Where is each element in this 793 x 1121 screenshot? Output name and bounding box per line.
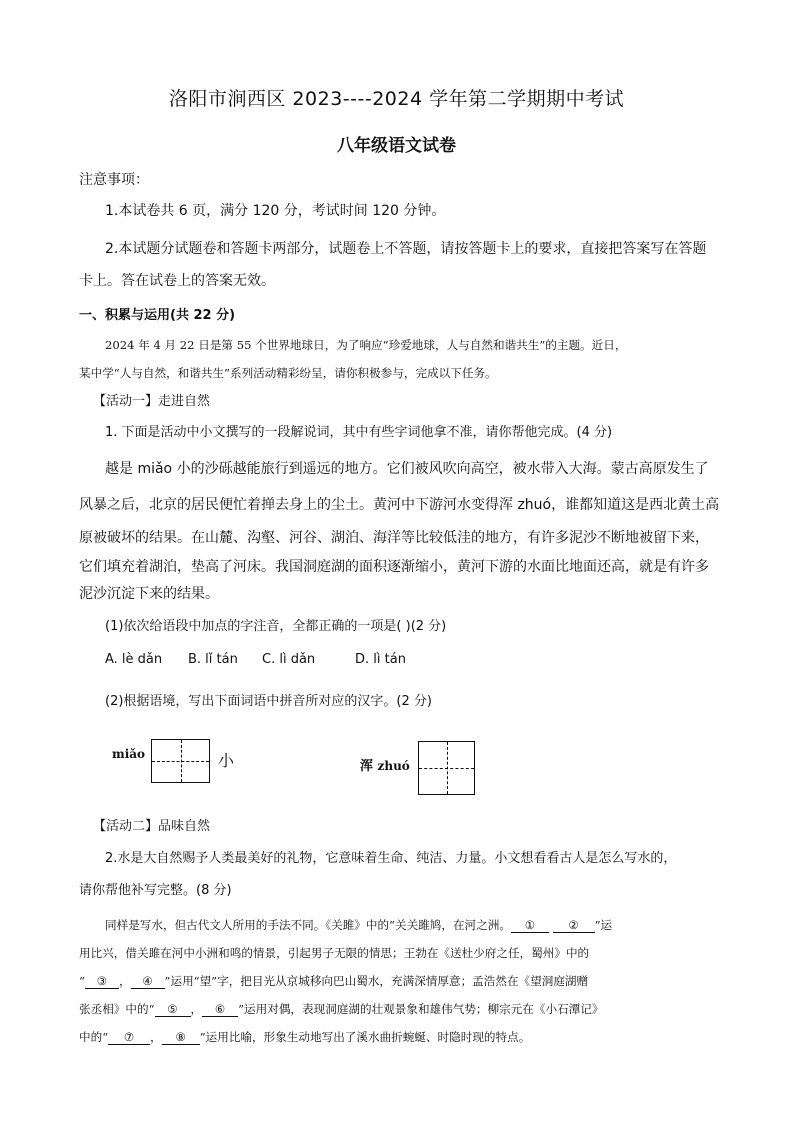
- activity-2-label: 【活动二】品味自然: [93, 819, 211, 834]
- blank-2-word: [360, 755, 410, 774]
- blank-5[interactable]: ⑤: [155, 1002, 191, 1017]
- option-a[interactable]: A. lè dǎn: [105, 652, 163, 667]
- section-1-intro-line-1: 2024 年 4 月 22 日是第 55 个世界地球日，为了响应“珍爱地球，人与自然和谐共生”的主题。近日，: [105, 338, 627, 352]
- blank-1-pinyin: miǎo: [112, 747, 146, 761]
- question-2-line-2: 请你帮他补写完整。(8 分): [79, 883, 232, 898]
- poem-text: ”运: [594, 918, 613, 932]
- grid-vertical-guide: [447, 742, 448, 794]
- exam-title: 洛阳市涧西区 2023----2024 学年第二学期期中考试: [168, 88, 625, 110]
- passage-line-1: 越是 miǎo 小的沙砾越能旅行到遥远的地方。它们被风吹向高空，被水带入大海。蒙古高原发生了: [105, 461, 709, 477]
- poem-text: 中的“: [79, 1030, 109, 1044]
- poem-text: ”运用对偶，表现洞庭湖的壮观景象和雄伟气势；柳宗元在《小石潭记》: [238, 1002, 604, 1016]
- poem-passage-line-3: [79, 973, 588, 989]
- notice-item-2-line-1: 2.本试题分试题卷和答题卡两部分，试题卷上不答题，请按答题卡上的要求，直接把答案写在答题: [105, 241, 707, 257]
- blank-2[interactable]: ②: [553, 918, 595, 933]
- question-1: 1. 下面是活动中小文撰写的一段解说词，其中有些字词他拿不准，请你帮他完成。(4 分): [105, 425, 613, 440]
- blank-1-writing-box[interactable]: [151, 739, 210, 783]
- blank-2-pinyin: zhuó: [377, 759, 410, 773]
- poem-passage-line-2: 用比兴，借关雎在河中小洲和鸣的情景，引起男子无限的情思；王勃在《送杜少府之任，蜀州》中的: [79, 946, 590, 960]
- exam-subtitle: 八年级语文试卷: [337, 136, 456, 156]
- blank-4[interactable]: ④: [131, 974, 165, 989]
- poem-text: ，: [118, 974, 131, 988]
- question-2-line-1: 2.水是大自然赐予人类最美好的礼物，它意味着生命、纯洁、力量。小文想看看古人是怎么写水的，: [105, 851, 677, 866]
- option-c[interactable]: C. lì dǎn: [262, 652, 316, 667]
- blank-1-suffix: 小: [218, 751, 235, 770]
- poem-passage-line-1: [105, 917, 612, 933]
- section-1-intro-line-2: 某中学“人与自然，和谐共生”系列活动精彩纷呈，请你积极参与，完成以下任务。: [79, 366, 497, 380]
- grid-vertical-guide: [181, 740, 182, 782]
- poem-text: ”运用“望”字，把目光从京城移向巴山蜀水，充满深情厚意；孟浩然在《望洞庭湖赠: [164, 974, 589, 988]
- poem-text: 同样是写水，但古代文人所用的手法不同。《关雎》中的“关关雎鸠，在河之洲。: [105, 918, 511, 932]
- blank-2-prefix: 浑: [360, 759, 378, 774]
- sub-question-2: (2)根据语境，写出下面词语中拼音所对应的汉字。(2 分): [105, 694, 432, 709]
- blank-3[interactable]: ③: [85, 974, 119, 989]
- option-d[interactable]: D. lì tán: [355, 652, 406, 667]
- blank-6[interactable]: ⑥: [202, 1002, 238, 1017]
- poem-text: ”运用比喻，形象生动地写出了溪水曲折蜿蜒、时隐时现的特点。: [199, 1030, 531, 1044]
- poem-text: ，: [190, 1002, 203, 1016]
- option-b[interactable]: B. lǐ tán: [188, 652, 238, 667]
- poem-passage-line-5: [79, 1029, 530, 1045]
- section-1-heading: 一、积累与运用(共 22 分): [79, 308, 236, 323]
- poem-text: “: [79, 974, 85, 988]
- notice-item-1: 1.本试卷共 6 页，满分 120 分，考试时间 120 分钟。: [105, 203, 446, 219]
- blank-2-writing-box[interactable]: [418, 741, 475, 795]
- notice-heading: 注意事项：: [79, 172, 149, 188]
- sub-question-1: (1)依次给语段中加点的字注音，全都正确的一项是( )(2 分): [105, 619, 447, 634]
- blank-8[interactable]: ⑧: [162, 1030, 200, 1045]
- poem-text: 张丞相》中的“: [79, 1002, 155, 1016]
- passage-line-3: 原被破坏的结果。在山麓、沟壑、河谷、湖泊、海洋等比较低洼的地方，有许多泥沙不断地被留下来，: [79, 530, 709, 546]
- blank-1[interactable]: ①: [511, 918, 549, 933]
- poem-passage-line-4: [79, 1001, 603, 1017]
- activity-1-label: 【活动一】走进自然: [93, 394, 211, 409]
- passage-line-2: 风暴之后，北京的居民便忙着掸去身上的尘土。黄河中下游河水变得浑 zhuó，谁都知道这是西北黄土高: [79, 497, 720, 513]
- passage-line-5: 泥沙沉淀下来的结果。: [79, 586, 219, 602]
- notice-item-2-line-2: 卡上。答在试卷上的答案无效。: [79, 273, 275, 289]
- passage-line-4: 它们填充着湖泊，垫高了河床。我国洞庭湖的面积逐渐缩小，黄河下游的水面比地面还高，就是有许多: [79, 559, 709, 575]
- poem-text: ，: [150, 1030, 162, 1044]
- blank-7[interactable]: ⑦: [108, 1030, 150, 1045]
